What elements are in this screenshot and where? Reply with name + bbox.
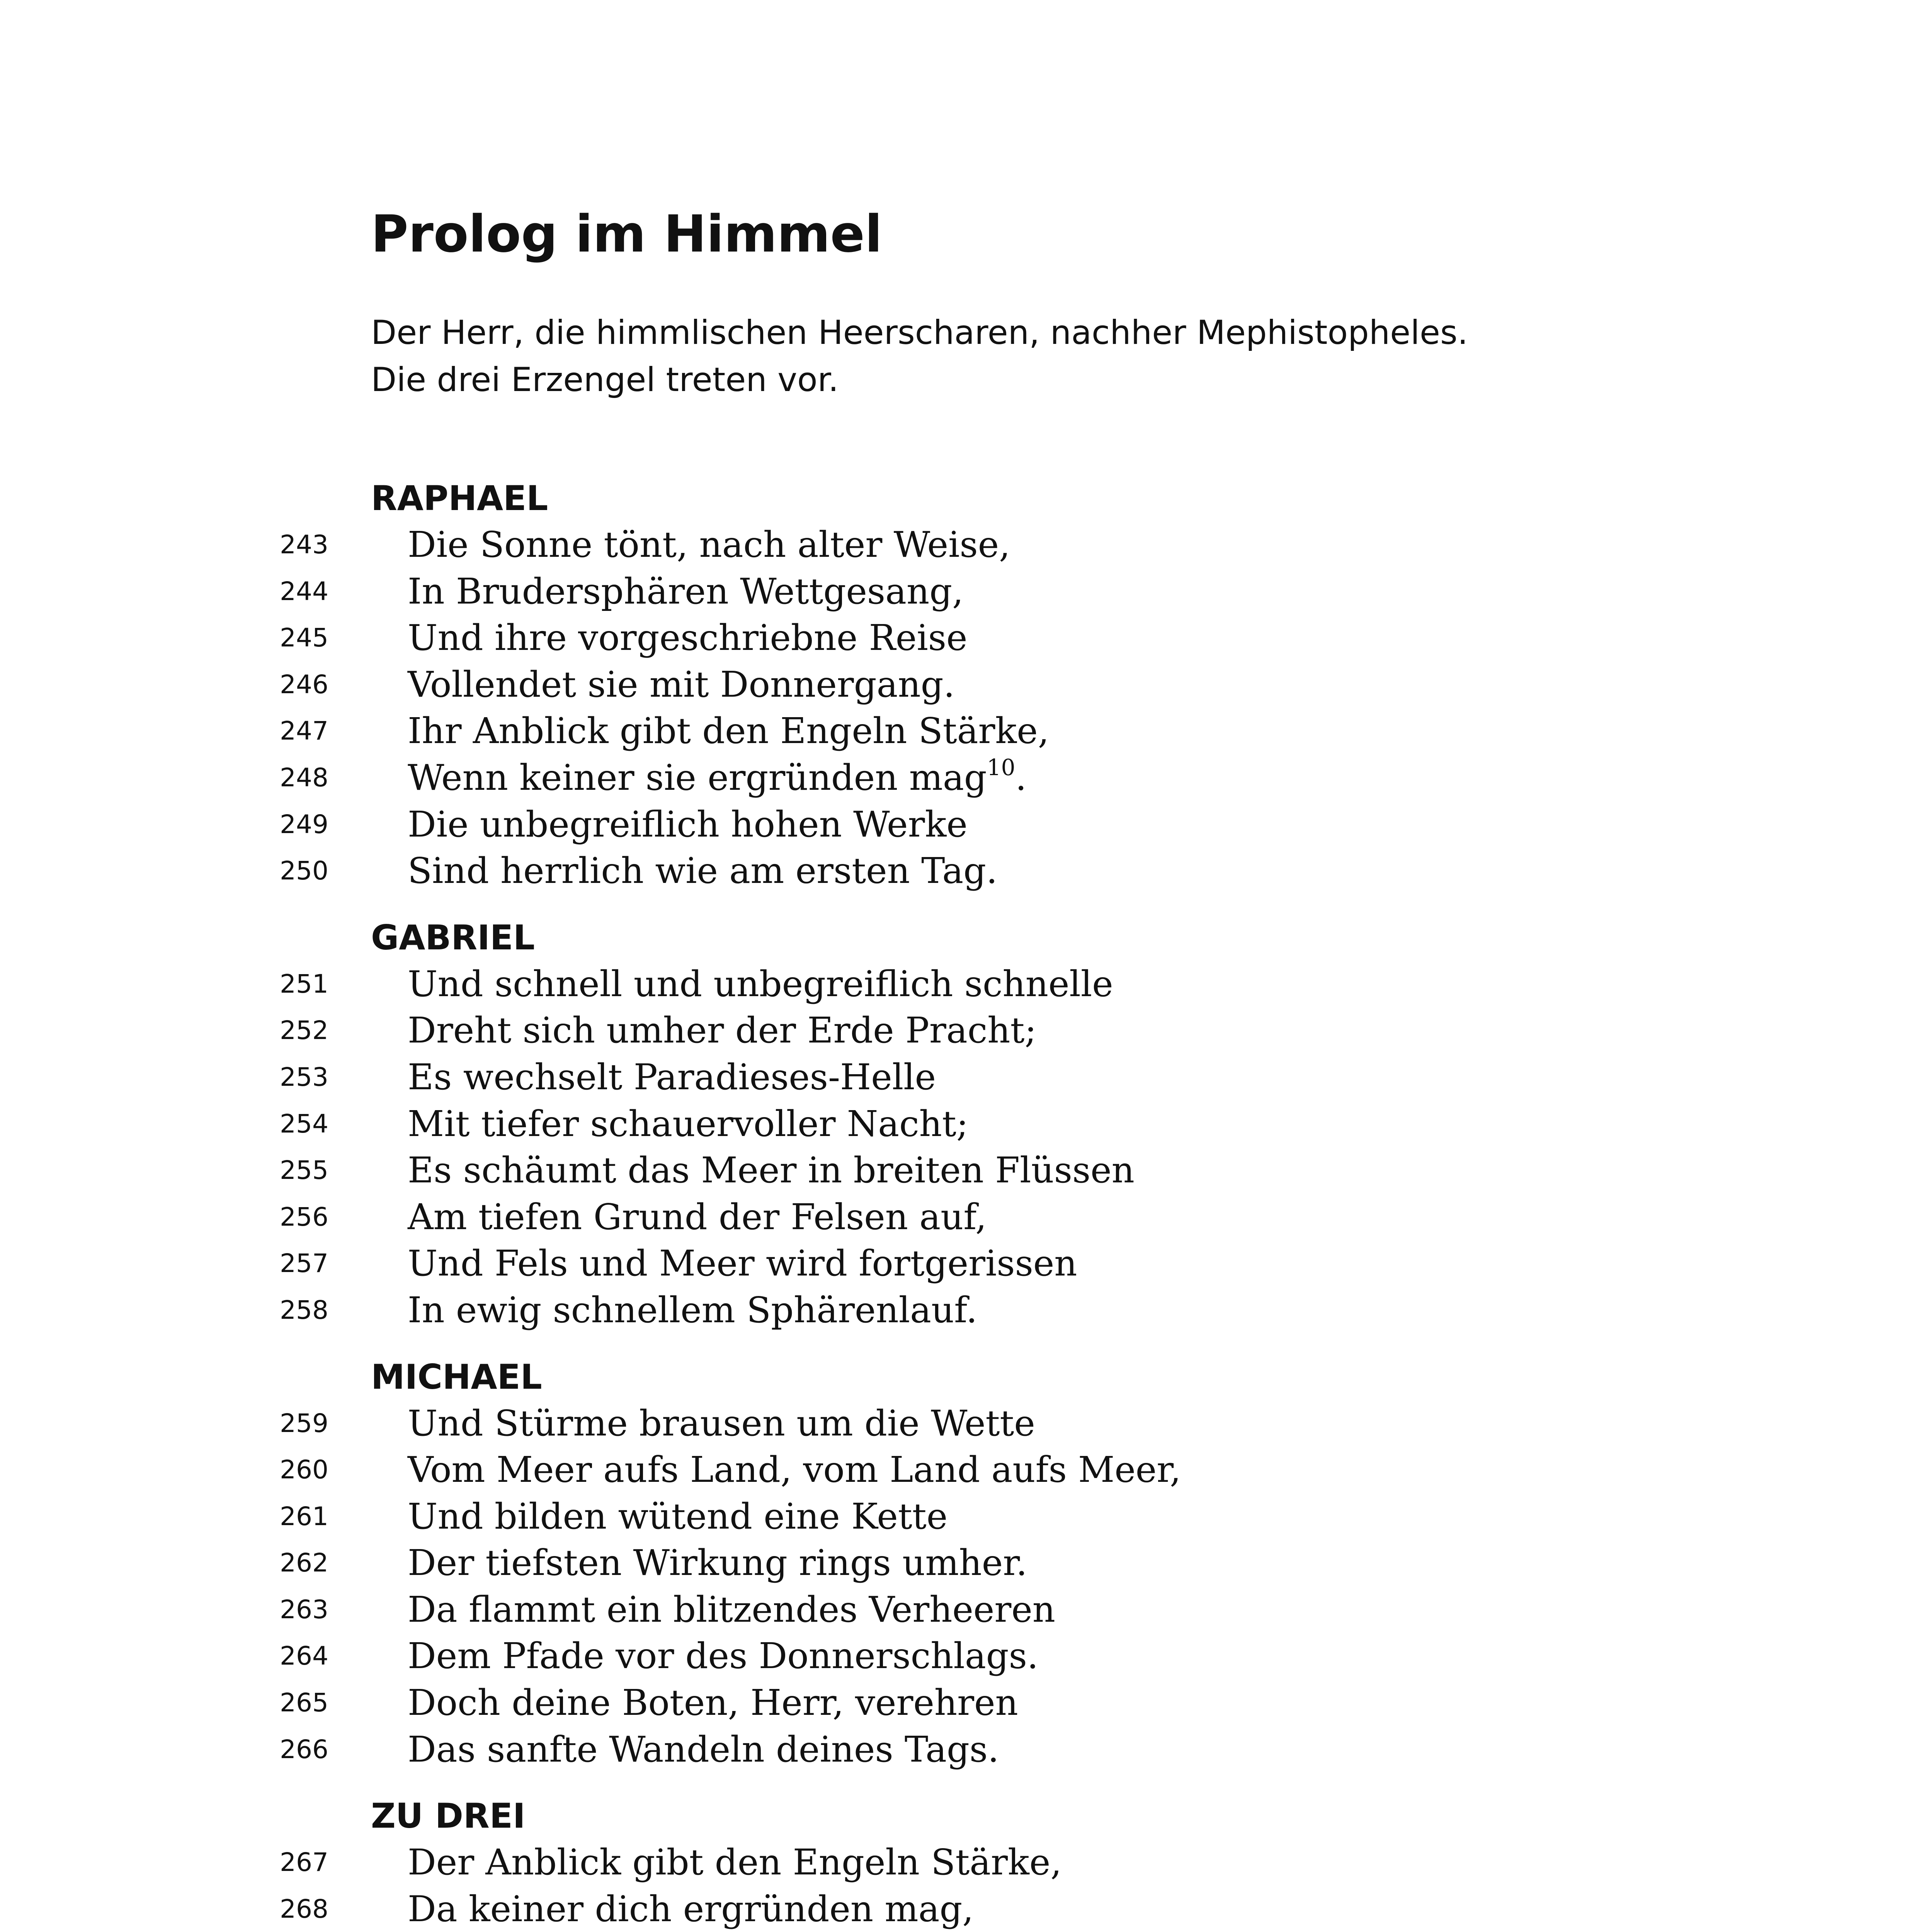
verse-text-body: Wenn keiner sie ergründen mag (408, 757, 987, 798)
line-number: 260 (280, 1455, 328, 1485)
verse-text (408, 662, 955, 708)
verse-text (408, 1287, 977, 1334)
line-number: 243 (280, 530, 328, 560)
verse-line (0, 1726, 1917, 1773)
verse-text-body: Die unbegreiflich hohen Werke (408, 803, 968, 845)
verse-text (408, 1493, 947, 1540)
verse-line (0, 1101, 1917, 1148)
line-number: 247 (280, 716, 328, 746)
verse-text (408, 848, 997, 895)
verse-line (0, 1680, 1917, 1726)
verse-text-body: Und schnell und unbegreiflich schnelle (408, 963, 1113, 1005)
verse-text-body: Der tiefsten Wirkung rings umher. (408, 1542, 1027, 1584)
verse-line (0, 1633, 1917, 1680)
verse-text-body: Und Fels und Meer wird fortgerissen (408, 1243, 1077, 1284)
verse-text (408, 755, 1027, 801)
section-title: Prolog im Himmel (371, 204, 883, 264)
stage-direction-line: Der Herr, die himmlischen Heerscharen, nachher Mephistopheles. (371, 313, 1468, 352)
verse-line (0, 568, 1917, 615)
verse-line (0, 1447, 1917, 1493)
verse-text (408, 522, 1010, 568)
verse-line (0, 1240, 1917, 1287)
verse-text-body: Dreht sich umher der Erde Pracht; (408, 1010, 1037, 1051)
line-number: 265 (280, 1688, 328, 1718)
verse-text (408, 708, 1049, 755)
line-number: 246 (280, 669, 328, 699)
verse-text-body: Es schäumt das Meer in breiten Flüssen (408, 1150, 1135, 1191)
verse-line (0, 961, 1917, 1008)
line-number: 251 (280, 969, 328, 999)
verse-text (408, 1540, 1027, 1587)
speech (0, 1354, 1917, 1773)
verse-text-body: Dem Pfade vor des Donnerschlags. (408, 1635, 1039, 1677)
verse-text-body: Vollendet sie mit Donnergang. (408, 663, 955, 705)
verse-text (408, 1680, 1018, 1726)
verse-line (0, 1054, 1917, 1101)
speech (0, 1793, 1917, 1932)
line-number: 262 (280, 1548, 328, 1578)
verse-text (408, 1101, 968, 1148)
line-number: 244 (280, 576, 328, 606)
verse-text-body: Und bilden wütend eine Kette (408, 1495, 948, 1537)
speaker-name: RAPHAEL (371, 478, 548, 518)
verse-line (0, 755, 1917, 801)
verse-text-body: Der Anblick gibt den Engeln Stärke, (408, 1842, 1062, 1883)
verse-text (408, 1400, 1035, 1447)
verse-line (0, 1147, 1917, 1194)
verse-text-body: In ewig schnellem Sphärenlauf. (408, 1289, 978, 1331)
verse-text-body: Sind herrlich wie am ersten Tag. (408, 850, 998, 892)
verse-text (408, 1147, 1135, 1194)
line-number: 256 (280, 1202, 328, 1232)
line-number: 267 (280, 1847, 328, 1878)
verse-line (0, 1587, 1917, 1633)
verse-text-body: Da keiner dich ergründen mag, (408, 1888, 974, 1930)
speech (0, 915, 1917, 1334)
verse-text-body: Das sanfte Wandeln deines Tags. (408, 1728, 999, 1770)
verse-line (0, 1287, 1917, 1334)
verse-line (0, 1493, 1917, 1540)
verse-text (408, 1726, 999, 1773)
verse-line (0, 1839, 1917, 1886)
verse-line (0, 848, 1917, 895)
verse-text-body: Die Sonne tönt, nach alter Weise, (408, 524, 1010, 565)
line-number: 258 (280, 1295, 328, 1325)
verse-text (408, 1240, 1077, 1287)
verse-text-body: Mit tiefer schauervoller Nacht; (408, 1103, 968, 1145)
speaker-name: MICHAEL (371, 1357, 542, 1397)
line-number: 261 (280, 1501, 328, 1531)
line-number: 254 (280, 1109, 328, 1139)
verse-line (0, 662, 1917, 708)
verse-text (408, 1633, 1038, 1680)
line-number: 253 (280, 1062, 328, 1092)
verse-text (408, 961, 1113, 1008)
line-number: 255 (280, 1155, 328, 1185)
line-number: 264 (280, 1641, 328, 1671)
verse-line (0, 1886, 1917, 1932)
line-number: 268 (280, 1894, 328, 1924)
verse-text (408, 1194, 987, 1241)
verse-text (408, 1886, 974, 1932)
verse-text-body: In Brudersphären Wettgesang, (408, 570, 964, 612)
verse-line (0, 522, 1917, 568)
line-number: 248 (280, 762, 328, 793)
verse-text-body: Doch deine Boten, Herr, verehren (408, 1682, 1018, 1724)
verse-text-body: Am tiefen Grund der Felsen auf, (408, 1196, 987, 1238)
verse-text-body: Da flammt ein blitzendes Verheeren (408, 1588, 1056, 1630)
verse-text (408, 1007, 1036, 1054)
line-number: 263 (280, 1594, 328, 1624)
verse-line (0, 1540, 1917, 1587)
verse-text (408, 1587, 1055, 1633)
verse-text (408, 1054, 936, 1101)
speaker-name: ZU DREI (371, 1796, 526, 1836)
speaker-name: GABRIEL (371, 917, 535, 957)
verse-line (0, 1007, 1917, 1054)
verse-line (0, 1194, 1917, 1241)
line-number: 245 (280, 623, 328, 653)
verse-line (0, 708, 1917, 755)
verse-text-body: Ihr Anblick gibt den Engeln Stärke, (408, 710, 1049, 752)
verse-text (408, 615, 967, 662)
verse-text (408, 1839, 1062, 1886)
line-number: 252 (280, 1015, 328, 1046)
verse-line (0, 1400, 1917, 1447)
verse-text (408, 568, 963, 615)
speech (0, 475, 1917, 895)
line-number: 249 (280, 809, 328, 839)
verse-text-tail: . (1015, 757, 1027, 798)
verse-text (408, 1447, 1181, 1493)
verse-text-body: Es wechselt Paradieses-Helle (408, 1056, 936, 1098)
verse-line (0, 615, 1917, 662)
line-number: 250 (280, 856, 328, 886)
line-number: 257 (280, 1248, 328, 1279)
verse-line (0, 801, 1917, 848)
verse-text-body: Und Stürme brausen um die Wette (408, 1402, 1035, 1444)
stage-direction (371, 309, 1723, 403)
stage-direction-line: Die drei Erzengel treten vor. (371, 361, 839, 399)
verse-block (0, 475, 1917, 1932)
footnote-reference: 10 (987, 754, 1015, 781)
verse-text-body: Und ihre vorgeschriebne Reise (408, 617, 968, 659)
line-number: 259 (280, 1408, 328, 1438)
verse-text-body: Vom Meer aufs Land, vom Land aufs Meer, (408, 1449, 1181, 1491)
verse-text (408, 801, 968, 848)
line-number: 266 (280, 1734, 328, 1764)
